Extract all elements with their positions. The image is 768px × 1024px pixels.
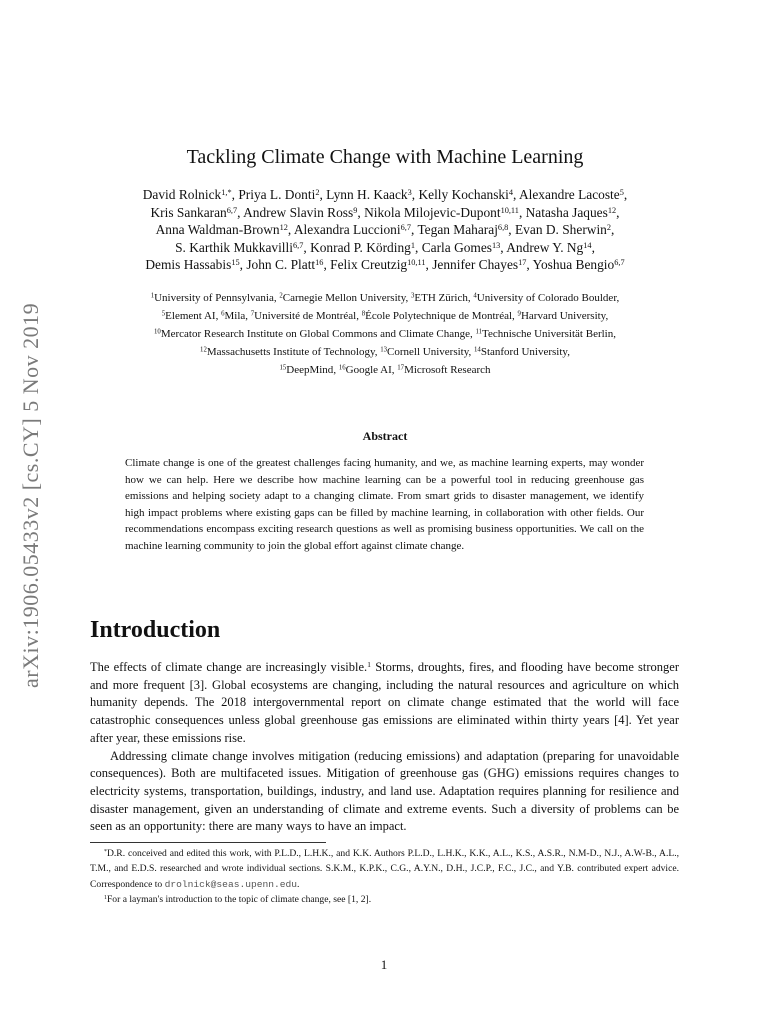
affiliation-number: 10	[154, 328, 161, 336]
author-name: John C. Platt	[246, 257, 316, 273]
affiliation-number: 13	[380, 346, 388, 354]
affiliation-number: 11	[475, 328, 483, 336]
affiliation-name: Element AI	[165, 310, 216, 322]
affiliation-number: 5	[161, 310, 166, 318]
affiliation-name: Microsoft Research	[404, 364, 491, 376]
affiliation-name: DeepMind	[286, 364, 334, 376]
author-affiliation-mark: 1	[410, 240, 416, 250]
footnote-1	[90, 892, 679, 907]
author-affiliation-mark: 6,7	[614, 258, 625, 268]
affiliation-number: 14	[474, 346, 481, 354]
author-affiliation-mark: 9	[353, 205, 358, 215]
footnotes	[90, 846, 679, 908]
affiliation-number: 6	[221, 310, 225, 318]
author-affiliation-mark: 1,*	[221, 187, 232, 197]
author-name: Carla Gomes	[421, 239, 492, 255]
footnote-star-end: .	[297, 878, 300, 890]
affiliation-number: 1	[150, 292, 155, 300]
affiliation-name: Cornell University	[387, 346, 469, 358]
affiliation-line: $^{10}$Mercator Research Institute on Global Commons and Climate Change, $^{11}$Technische Universität Berlin,	[154, 328, 616, 340]
affiliation-number: 16	[338, 364, 346, 372]
affiliation-name: Harvard University	[520, 310, 606, 322]
arxiv-identifier[interactable]: arXiv:1906.05433v2 [cs.CY] 5 Nov 2019	[18, 302, 43, 688]
author-name: Kris Sankaran	[150, 204, 227, 220]
affiliation-number: 17	[397, 364, 405, 372]
footnote-1-mark: 1	[104, 895, 107, 902]
section-heading-introduction: Introduction	[90, 617, 221, 643]
affiliation-name: University of Pennsylvania	[154, 292, 274, 304]
affiliation-line: $^5$Element AI, $^6$Mila, $^7$Université de Montréal, $^8$École Polytechnique de Montréal, $^9$Harvard University,	[161, 310, 609, 322]
author-affiliation-mark: 14	[583, 240, 592, 250]
author-affiliation-mark: 15	[231, 258, 240, 268]
author-affiliation-mark: 6,7	[292, 240, 304, 250]
affiliation-number: 9	[517, 310, 521, 318]
author-name: Evan D. Sherwin	[515, 222, 607, 238]
affiliation-name: University of Colorado Boulder	[476, 292, 617, 304]
intro-paragraph-2: Addressing climate change involves mitigation (reducing emissions) and adaptation (preparing for unavoidable consequences). Both are multifaceted issues. Mitigation of greenhouse gas (GHG) emissions requires changes to electricity systems, transportation, buildings, industry, and land use. Adaptation requires planning for resilience and disaster management, given an understanding of climate and extreme events. Such a diversity of problems can be seen as an opportunity: there are many ways to have an impact.	[90, 748, 679, 834]
correspondence-email-link[interactable]: drolnick@seas.upenn.edu	[164, 878, 298, 890]
affiliation-number: 3	[410, 292, 415, 300]
author-affiliation-mark: 12	[607, 205, 617, 215]
affiliation-name: Université de Montréal	[254, 310, 357, 322]
affiliation-number: 8	[361, 310, 366, 318]
author-name: Andrew Y. Ng	[506, 239, 584, 255]
author-name: Tegan Maharaj	[417, 222, 498, 238]
author-name: Alexandre Lacoste	[518, 187, 620, 202]
author-name: Demis Hassabis	[145, 257, 232, 273]
author-name: Anna Waldman-Brown	[155, 222, 280, 238]
author-name: Priya L. Donti	[238, 187, 316, 202]
author-line: Kris Sankaran$^{6,7}$, Andrew Slavin Ross$^9$, Nikola Milojevic-Dupont$^{10,11}$, Natasha Jaques$^{12}$,	[150, 204, 620, 220]
author-name: Yoshua Bengio	[532, 257, 615, 273]
page-number: 1	[380, 957, 388, 972]
footnote-divider	[90, 842, 326, 843]
affiliation-name: Technische Universität Berlin	[482, 328, 614, 340]
affiliation-number: 2	[279, 292, 283, 300]
author-affiliation-mark: 10,11	[500, 205, 519, 215]
author-name: Nikola Milojevic-Dupont	[364, 204, 501, 220]
footnote-star-mark: *	[104, 849, 107, 856]
author-affiliation-mark: 12	[279, 223, 288, 233]
intro-paragraph-1	[90, 659, 679, 748]
author-name: Natasha Jaques	[525, 204, 608, 220]
author-list	[60, 186, 710, 274]
introduction-body	[90, 659, 679, 836]
author-affiliation-mark: 6,8	[497, 223, 509, 233]
affiliation-name: ETH Zürich	[414, 292, 468, 304]
author-name: Alexandra Luccioni	[293, 222, 401, 238]
footnote-1-text: For a layman's introduction to the topic of climate change, see [1, 2].	[106, 894, 372, 906]
author-line: Demis Hassabis$^{15}$, John C. Platt$^{16}$, Felix Creutzig$^{10,11}$, Jennifer Chayes$^{17}$, Yoshua Bengio$^{6,7}$	[145, 257, 625, 273]
affiliation-line: $^1$University of Pennsylvania, $^2$Carnegie Mellon University, $^3$ETH Zürich, $^4$University of Colorado Boulder,	[150, 292, 620, 304]
author-affiliation-mark: 3	[407, 187, 412, 197]
author-name: Felix Creutzig	[330, 257, 408, 273]
footnote-star	[90, 846, 679, 892]
affiliation-name: Mercator Research Institute on Global Commons and Climate Change	[160, 328, 470, 340]
author-affiliation-mark: 10,11	[407, 258, 426, 268]
author-name: S. Karthik Mukkavilli	[175, 239, 293, 255]
author-affiliation-mark: 2	[606, 223, 612, 233]
affiliation-name: Carnegie Mellon University	[282, 292, 406, 304]
author-affiliation-mark: 13	[492, 240, 501, 250]
paper-title: Tackling Climate Change with Machine Learning	[186, 146, 584, 168]
affiliation-number: 4	[473, 292, 477, 300]
author-affiliation-mark: 17	[518, 258, 527, 268]
author-name: Andrew Slavin Ross	[243, 204, 354, 220]
affiliation-name: École Polytechnique de Montréal	[365, 310, 513, 322]
intro-p1-text-a: The effects of climate change are increasingly visible.	[90, 660, 368, 674]
abstract-heading: Abstract	[362, 429, 408, 443]
affiliation-name: Mila	[224, 310, 246, 322]
affiliation-name: Stanford University	[480, 346, 568, 358]
footnote-marker-1[interactable]: 1	[367, 660, 372, 670]
author-line: S. Karthik Mukkavilli$^{6,7}$, Konrad P. Körding$^1$, Carla Gomes$^{13}$, Andrew Y. Ng$^{14}$,	[175, 239, 595, 255]
affiliation-name: Google AI	[345, 364, 392, 376]
affiliation-number: 12	[200, 346, 207, 354]
author-name: Kelly Kochanski	[418, 187, 509, 202]
author-name: Jennifer Chayes	[432, 257, 519, 273]
footnote-star-text: D.R. conceived and edited this work, with P.L.D., L.H.K., and K.K. Authors P.L.D., L.H.K., K.K., A.L., K.S., A.S.R., N.M-D., N.J., A.W-B., A.L., T.M., and E.D.S. researched and wrote individual sections. S.K.M., K.P.K., C.G., A.Y.N., D.H., J.C.P., F.C., J.C., and Y.B. contributed expert advice. Correspondence to	[90, 848, 679, 890]
author-line: David Rolnick$^{1,*}$, Priya L. Donti$^2$, Lynn H. Kaack$^3$, Kelly Kochanski$^4$, Alexandre Lacoste$^5$,	[142, 187, 628, 202]
author-affiliation-mark: 2	[315, 187, 320, 197]
affiliation-line: $^{15}$DeepMind, $^{16}$Google AI, $^{17}$Microsoft Research	[279, 364, 491, 376]
author-affiliation-mark: 6,7	[400, 223, 411, 233]
affiliation-line: $^{12}$Massachusetts Institute of Technology, $^{13}$Cornell University, $^{14}$Stanford University,	[200, 346, 570, 358]
author-affiliation-mark: 16	[315, 258, 324, 268]
author-line: Anna Waldman-Brown$^{12}$, Alexandra Luccioni$^{6,7}$, Tegan Maharaj$^{6,8}$, Evan D. Sherwin$^2$,	[155, 222, 615, 238]
affiliation-number: 7	[250, 310, 255, 318]
author-affiliation-mark: 6,7	[226, 205, 238, 215]
abstract-text: Climate change is one of the greatest challenges facing humanity, and we, as machine learning experts, may wonder how we can help. Here we describe how machine learning can be a powerful tool in reducing greenhouse gas emissions and helping society adapt to a changing climate. From smart grids to disaster management, we identify high impact problems where existing gaps can be filled by machine learning, in collaboration with other fields. Our recommendations encompass exciting research questions as well as promising business opportunities. We call on the machine learning community to join the global effort against climate change.	[125, 457, 644, 552]
affiliation-number: 15	[279, 364, 287, 372]
intro-p1-text-b: Storms, droughts, fires, and flooding have become stronger and more frequent [3]. Global ecosystems are changing, including the natural resources and agriculture on which humanity depends. The 2018 intergovernmental report on climate change estimated that the world will face catastrophic consequences unless global greenhouse gas emissions are eliminated within thirty years [4]. Yet year after year, these emissions rise.	[90, 660, 679, 745]
author-name: Konrad P. Körding	[310, 239, 411, 255]
affiliation-name: Massachusetts Institute of Technology	[206, 346, 375, 358]
author-name: Lynn H. Kaack	[326, 187, 408, 202]
affiliation-list	[60, 289, 710, 379]
author-affiliation-mark: 5	[619, 187, 624, 197]
author-name: David Rolnick	[142, 187, 222, 202]
author-affiliation-mark: 4	[508, 187, 513, 197]
